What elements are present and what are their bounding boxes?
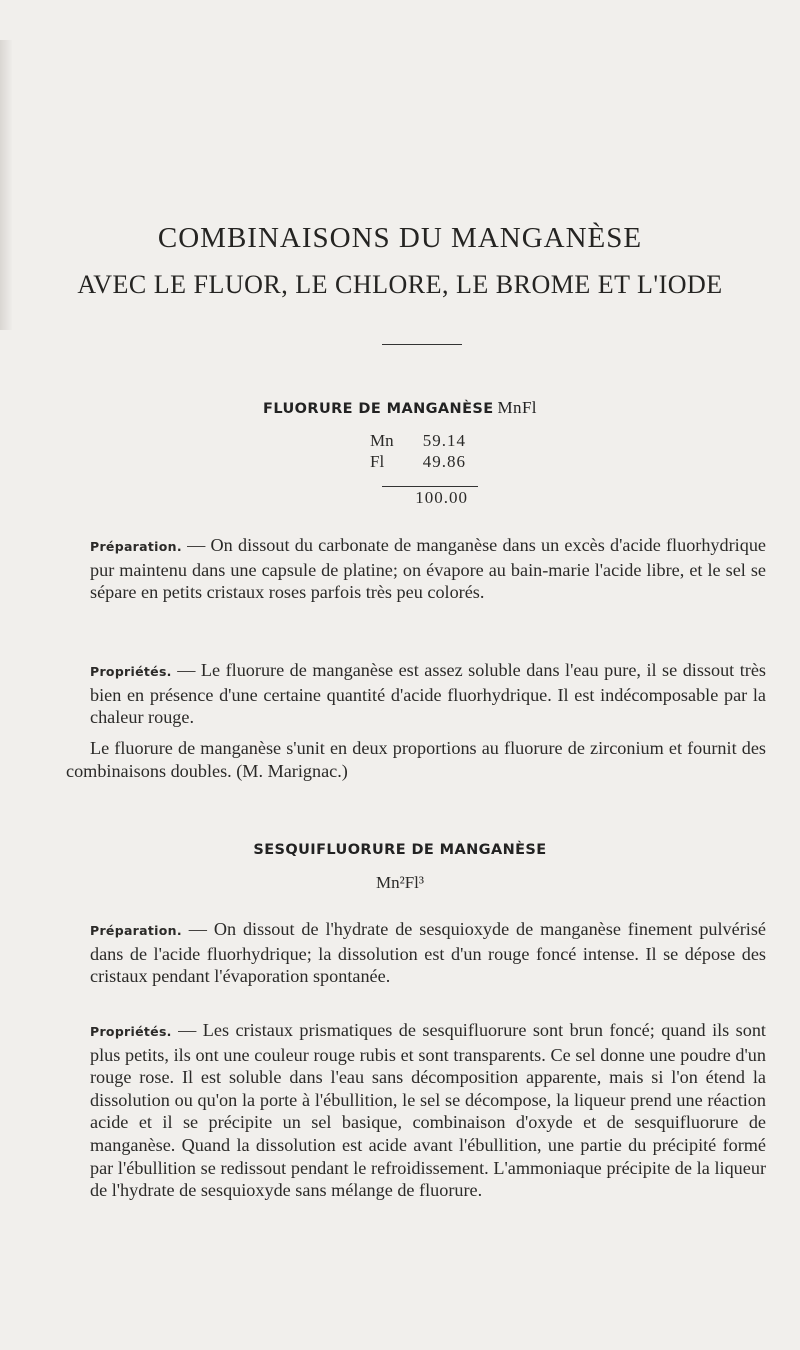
composition-value: 49.86 [422,452,466,471]
paragraph-lead: Préparation. [90,539,182,554]
paragraph-properties-1 [90,659,766,729]
paragraph-lead: Propriétés. [90,1024,172,1039]
paragraph-lead: Propriétés. [90,664,172,679]
title-divider [382,344,462,345]
paragraph-lead: Préparation. [90,923,182,938]
paragraph-preparation-2 [90,918,766,988]
composition-row [370,430,466,451]
paragraph-properties-2 [90,1019,766,1202]
paragraph-properties-1b: Le fluorure de manganèse s'unit en deux proportions au fluorure de zirconium et fournit des combinaisons doubles. (M. Marignac.) [66,738,766,781]
section-heading-text: FLUORURE DE MANGANÈSE [263,401,494,417]
composition-total: 100.00 [415,488,468,507]
section-heading-fluorure [0,398,800,418]
composition-element: Fl [370,452,385,471]
paragraph-body: — Le fluorure de manganèse est assez soluble dans l'eau pure, il se dissout très bien en présence d'une certaine quantité d'acide fluorhydrique. Il est indécomposable par la chaleur rouge. [90,660,766,728]
chapter-subtitle: AVEC LE FLUOR, LE CHLORE, LE BROME ET L'IODE [77,270,723,299]
chapter-title: COMBINAISONS DU MANGANÈSE [157,222,643,254]
composition-value: 59.14 [422,431,466,450]
composition-row [370,451,466,472]
section-formula: Mn²Fl³ [376,873,424,892]
paragraph-body: — On dissout du carbonate de manganèse dans un excès d'acide fluorhydrique pur maintenu dans une capsule de platine; on évapore au bain-marie l'acide libre, et le sel se sépare en petits cristaux roses parfois très peu colorés. [90,535,766,603]
composition-table [370,430,466,472]
composition-sum-rule [382,486,478,487]
section-heading-sesquifluorure: SESQUIFLUORURE DE MANGANÈSE [253,842,547,858]
paragraph-body: — Les cristaux prismatiques de sesquifluorure sont brun foncé; quand ils sont plus petits, ils ont une couleur rouge rubis et sont transparents. Ce sel donne une poudre d'un rouge rose. Il est soluble dans l'eau sans décomposition apparente, mais si l'on étend la dissolution ou qu'on la porte à l'ébullition, le sel se décompose, la liqueur prend une réaction acide et il se précipite un sel basique, combinaison d'oxyde et de sesquifluorure de manganèse. Quand la dissolution est acide avant l'ébullition, une partie du précipité formé par l'ébullition se redissout pendant le refroidissement. L'ammoniaque précipite de la liqueur de l'hydrate de sesquioxyde sans mélange de fluorure. [90,1020,766,1201]
section-formula: MnFl [497,398,537,417]
composition-element: Mn [370,431,394,450]
paragraph-body: — On dissout de l'hydrate de sesquioxyde de manganèse finement pulvérisé dans de l'acide fluorhydrique; la dissolution est d'un rouge foncé intense. Il se dépose des cristaux pendant l'évaporation spontanée. [90,919,766,987]
paragraph-preparation-1 [90,534,766,604]
